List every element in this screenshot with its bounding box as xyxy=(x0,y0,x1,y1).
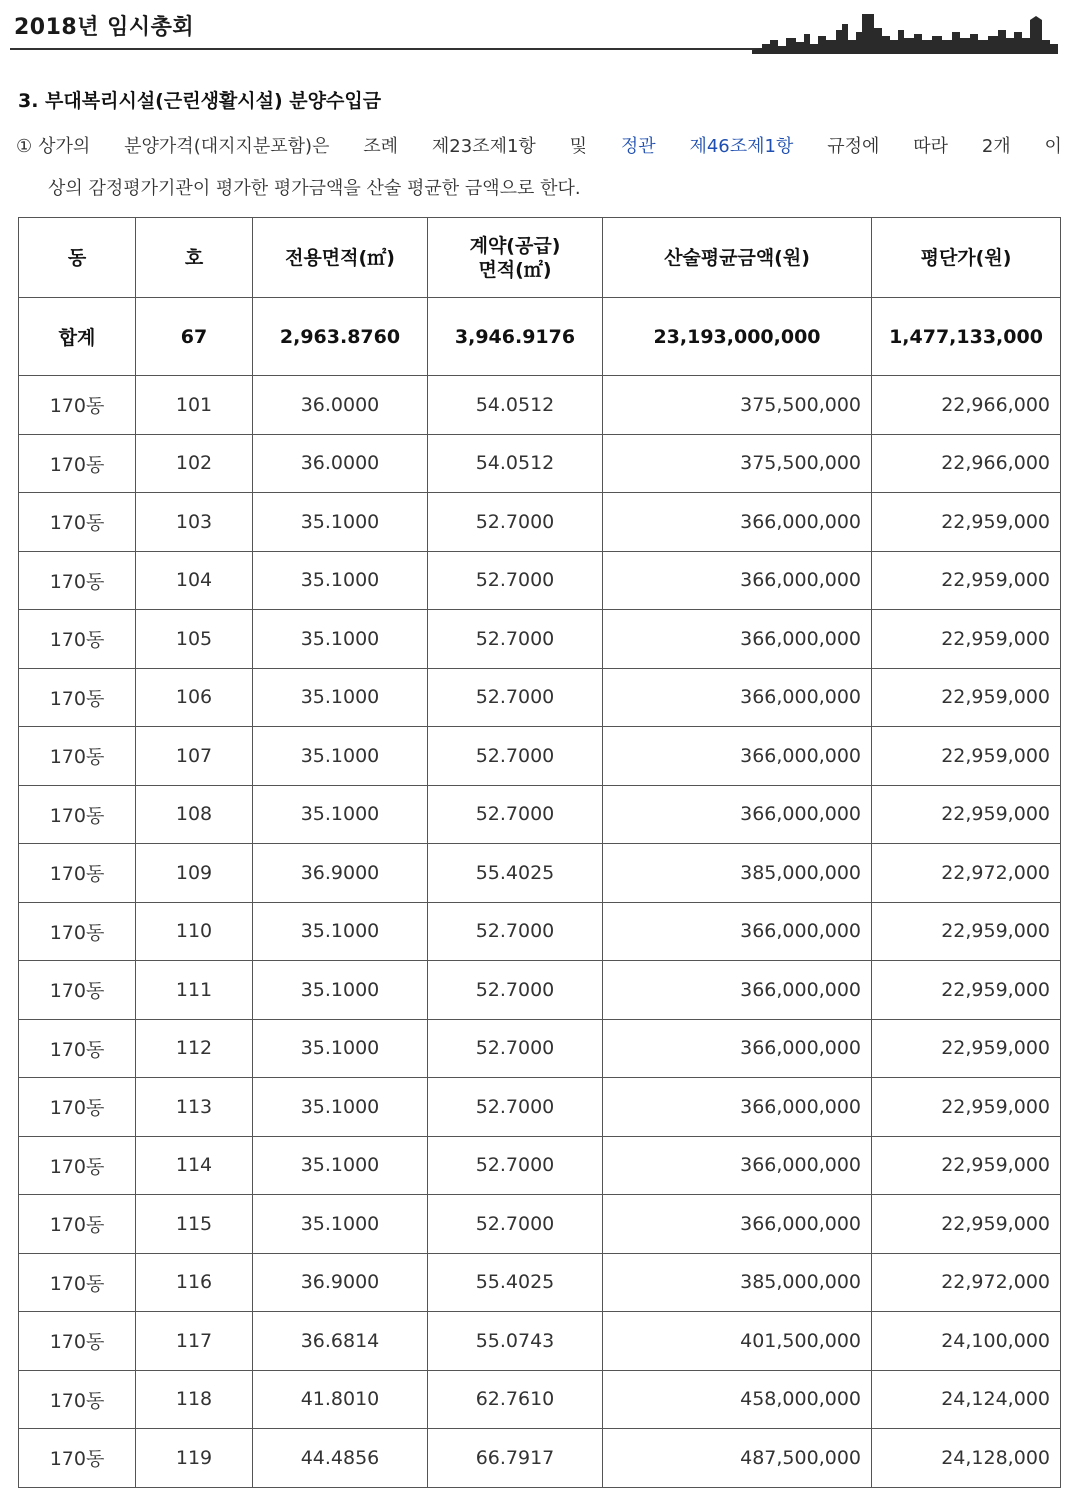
table-row xyxy=(19,1370,1061,1429)
cell-unit-price: 22,959,000 xyxy=(872,1136,1061,1195)
cell-area: 44.4856 xyxy=(253,1429,428,1488)
table-row xyxy=(19,961,1061,1020)
cell-area: 35.1000 xyxy=(253,668,428,727)
paragraph-line-2: 상의 감정평가기관이 평가한 평가금액을 산술 평균한 금액으로 한다. xyxy=(48,178,581,199)
cell-amount: 366,000,000 xyxy=(603,493,872,552)
cell-area: 35.1000 xyxy=(253,610,428,669)
cell-dong: 170동 xyxy=(19,902,136,961)
cell-dong: 170동 xyxy=(19,376,136,435)
cell-amount: 385,000,000 xyxy=(603,844,872,903)
table-row xyxy=(19,551,1061,610)
table-row xyxy=(19,493,1061,552)
cell-ho: 118 xyxy=(136,1370,253,1429)
total-unit-price: 1,477,133,000 xyxy=(872,298,1061,376)
cell-ho: 101 xyxy=(136,376,253,435)
cell-unit-price: 22,959,000 xyxy=(872,493,1061,552)
cell-ho: 104 xyxy=(136,551,253,610)
cell-amount: 366,000,000 xyxy=(603,727,872,786)
table-row xyxy=(19,376,1061,435)
table-row xyxy=(19,1019,1061,1078)
cell-area: 35.1000 xyxy=(253,727,428,786)
cell-ho: 115 xyxy=(136,1195,253,1254)
cell-unit-price: 22,972,000 xyxy=(872,844,1061,903)
cell-area: 35.1000 xyxy=(253,961,428,1020)
cell-ho: 109 xyxy=(136,844,253,903)
cell-dong: 170동 xyxy=(19,1136,136,1195)
table-row xyxy=(19,844,1061,903)
cell-dong: 170동 xyxy=(19,1370,136,1429)
cell-ho: 114 xyxy=(136,1136,253,1195)
cell-contract-area: 62.7610 xyxy=(428,1370,603,1429)
cell-dong: 170동 xyxy=(19,1019,136,1078)
table-row xyxy=(19,902,1061,961)
cell-contract-area: 66.7917 xyxy=(428,1429,603,1488)
cell-area: 36.9000 xyxy=(253,1253,428,1312)
total-area: 2,963.8760 xyxy=(253,298,428,376)
table-row xyxy=(19,1136,1061,1195)
cell-dong: 170동 xyxy=(19,1253,136,1312)
cell-area: 36.0000 xyxy=(253,376,428,435)
cell-area: 41.8010 xyxy=(253,1370,428,1429)
cell-unit-price: 22,959,000 xyxy=(872,1195,1061,1254)
document-header xyxy=(0,0,1068,62)
cell-dong: 170동 xyxy=(19,1195,136,1254)
cell-dong: 170동 xyxy=(19,961,136,1020)
sales-price-table xyxy=(18,217,1061,1488)
regulation-paragraph xyxy=(16,126,1062,210)
paragraph-line-1: ① 상가의 분양가격(대지지분포함)은 조례 제23조제1항 및 정관 제46조제1항 규정에 따라 2개 이 xyxy=(16,126,1062,168)
cell-contract-area: 52.7000 xyxy=(428,610,603,669)
cell-ho: 106 xyxy=(136,668,253,727)
table-row xyxy=(19,1195,1061,1254)
cell-unit-price: 22,959,000 xyxy=(872,1078,1061,1137)
cell-amount: 366,000,000 xyxy=(603,1136,872,1195)
cell-amount: 385,000,000 xyxy=(603,1253,872,1312)
cell-amount: 487,500,000 xyxy=(603,1429,872,1488)
cell-unit-price: 22,972,000 xyxy=(872,1253,1061,1312)
table-row xyxy=(19,727,1061,786)
cell-dong: 170동 xyxy=(19,727,136,786)
cell-unit-price: 22,959,000 xyxy=(872,785,1061,844)
table-row xyxy=(19,1078,1061,1137)
header-rule xyxy=(10,48,770,50)
cell-amount: 366,000,000 xyxy=(603,961,872,1020)
table-row xyxy=(19,610,1061,669)
cell-ho: 110 xyxy=(136,902,253,961)
col-header-dong: 동 xyxy=(19,218,136,298)
cell-unit-price: 24,124,000 xyxy=(872,1370,1061,1429)
cell-amount: 458,000,000 xyxy=(603,1370,872,1429)
cell-contract-area: 52.7000 xyxy=(428,785,603,844)
cell-unit-price: 22,966,000 xyxy=(872,434,1061,493)
cell-contract-area: 52.7000 xyxy=(428,902,603,961)
cell-dong: 170동 xyxy=(19,844,136,903)
cell-dong: 170동 xyxy=(19,668,136,727)
cell-ho: 108 xyxy=(136,785,253,844)
cell-ho: 103 xyxy=(136,493,253,552)
cell-contract-area: 52.7000 xyxy=(428,1078,603,1137)
cell-ho: 107 xyxy=(136,727,253,786)
cell-amount: 375,500,000 xyxy=(603,434,872,493)
table-total-row xyxy=(19,298,1061,376)
cell-dong: 170동 xyxy=(19,610,136,669)
section-title: 3. 부대복리시설(근린생활시설) 분양수입금 xyxy=(18,90,382,112)
cell-dong: 170동 xyxy=(19,1429,136,1488)
total-amount: 23,193,000,000 xyxy=(603,298,872,376)
cell-dong: 170동 xyxy=(19,493,136,552)
cell-unit-price: 22,966,000 xyxy=(872,376,1061,435)
table-header-row xyxy=(19,218,1061,298)
table-row xyxy=(19,434,1061,493)
total-contract-area: 3,946.9176 xyxy=(428,298,603,376)
cell-amount: 366,000,000 xyxy=(603,668,872,727)
cell-area: 35.1000 xyxy=(253,1136,428,1195)
cell-area: 35.1000 xyxy=(253,493,428,552)
cell-ho: 112 xyxy=(136,1019,253,1078)
table-row xyxy=(19,1253,1061,1312)
cell-dong: 170동 xyxy=(19,785,136,844)
total-ho-count: 67 xyxy=(136,298,253,376)
cell-ho: 116 xyxy=(136,1253,253,1312)
cell-amount: 366,000,000 xyxy=(603,610,872,669)
city-skyline-icon xyxy=(752,10,1062,54)
article-reference: 제46조제1항 xyxy=(689,136,794,157)
col-header-area: 전용면적(㎡) xyxy=(253,218,428,298)
cell-contract-area: 52.7000 xyxy=(428,1136,603,1195)
col-header-contract-area: 계약(공급) 면적(㎡) xyxy=(428,218,603,298)
cell-contract-area: 52.7000 xyxy=(428,493,603,552)
cell-amount: 366,000,000 xyxy=(603,551,872,610)
cell-area: 35.1000 xyxy=(253,1019,428,1078)
cell-contract-area: 52.7000 xyxy=(428,668,603,727)
cell-ho: 113 xyxy=(136,1078,253,1137)
col-header-amount: 산술평균금액(원) xyxy=(603,218,872,298)
total-label: 합계 xyxy=(19,298,136,376)
cell-amount: 366,000,000 xyxy=(603,1195,872,1254)
cell-dong: 170동 xyxy=(19,1312,136,1371)
cell-area: 35.1000 xyxy=(253,1078,428,1137)
cell-amount: 366,000,000 xyxy=(603,902,872,961)
cell-area: 36.0000 xyxy=(253,434,428,493)
cell-ho: 111 xyxy=(136,961,253,1020)
cell-amount: 366,000,000 xyxy=(603,1078,872,1137)
cell-unit-price: 22,959,000 xyxy=(872,902,1061,961)
cell-contract-area: 54.0512 xyxy=(428,376,603,435)
cell-dong: 170동 xyxy=(19,551,136,610)
cell-contract-area: 52.7000 xyxy=(428,1195,603,1254)
cell-unit-price: 22,959,000 xyxy=(872,551,1061,610)
cell-ho: 119 xyxy=(136,1429,253,1488)
cell-contract-area: 52.7000 xyxy=(428,1019,603,1078)
table-row xyxy=(19,1429,1061,1488)
cell-unit-price: 24,128,000 xyxy=(872,1429,1061,1488)
cell-dong: 170동 xyxy=(19,1078,136,1137)
cell-unit-price: 22,959,000 xyxy=(872,961,1061,1020)
cell-contract-area: 55.4025 xyxy=(428,1253,603,1312)
cell-amount: 375,500,000 xyxy=(603,376,872,435)
table-row xyxy=(19,1312,1061,1371)
cell-contract-area: 55.4025 xyxy=(428,844,603,903)
cell-ho: 102 xyxy=(136,434,253,493)
cell-area: 35.1000 xyxy=(253,551,428,610)
cell-unit-price: 22,959,000 xyxy=(872,668,1061,727)
cell-contract-area: 52.7000 xyxy=(428,961,603,1020)
cell-contract-area: 52.7000 xyxy=(428,551,603,610)
col-header-unit-price: 평단가(원) xyxy=(872,218,1061,298)
cell-ho: 105 xyxy=(136,610,253,669)
cell-ho: 117 xyxy=(136,1312,253,1371)
cell-area: 35.1000 xyxy=(253,785,428,844)
table-row xyxy=(19,785,1061,844)
table-row xyxy=(19,668,1061,727)
cell-area: 36.9000 xyxy=(253,844,428,903)
cell-unit-price: 22,959,000 xyxy=(872,1019,1061,1078)
cell-area: 36.6814 xyxy=(253,1312,428,1371)
cell-unit-price: 24,100,000 xyxy=(872,1312,1061,1371)
cell-amount: 401,500,000 xyxy=(603,1312,872,1371)
cell-contract-area: 55.0743 xyxy=(428,1312,603,1371)
document-title: 2018년 임시총회 xyxy=(14,15,195,40)
circled-number-marker: ① xyxy=(16,136,33,157)
cell-contract-area: 52.7000 xyxy=(428,727,603,786)
cell-unit-price: 22,959,000 xyxy=(872,727,1061,786)
cell-amount: 366,000,000 xyxy=(603,785,872,844)
cell-amount: 366,000,000 xyxy=(603,1019,872,1078)
col-header-ho: 호 xyxy=(136,218,253,298)
cell-unit-price: 22,959,000 xyxy=(872,610,1061,669)
cell-dong: 170동 xyxy=(19,434,136,493)
cell-contract-area: 54.0512 xyxy=(428,434,603,493)
cell-area: 35.1000 xyxy=(253,1195,428,1254)
cell-area: 35.1000 xyxy=(253,902,428,961)
article-reference: 정관 xyxy=(620,136,656,157)
